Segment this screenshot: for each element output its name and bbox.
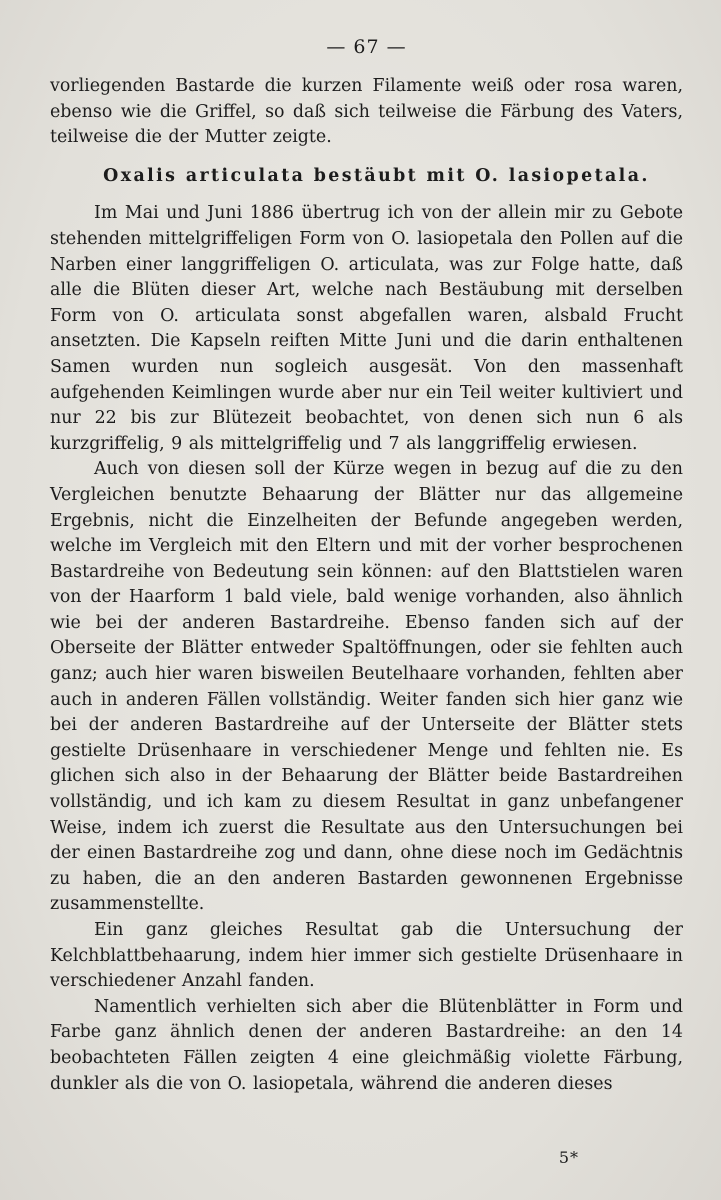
paragraph-continuation: vorliegenden Bastarde die kurzen Filamente weiß oder rosa waren, ebenso wie die Griffel, so daß sich teilweise die Färbung des Vaters, teilweise die der Mutter zeigte. [50, 76, 683, 148]
paragraph-pollination: Im Mai und Juni 1886 übertrug ich von der allein mir zu Gebote stehenden mittelgriffeligen Form von O. lasiopetala den Pollen auf die Narben einer langgriffeligen O. articulata, was zur Folge hatte, daß alle die Blüten dieser Art, welche nach Bestäubung mit derselben Form von O. articulata sonst abgefallen waren, alsbald Frucht ansetzten. Die Kapseln reiften Mitte Juni und die darin enthaltenen Samen wurden nun sogleich ausgesät. Von den massenhaft aufgehenden Keimlingen wurde aber nur ein Teil weiter kultiviert und nur 22 bis zur Blütezeit beobachtet, von denen sich nun 6 als kurzgriffelig, 9 als mittelgriffelig und 7 als langgriffelig erwiesen. [50, 203, 683, 454]
page-number: — 67 — [326, 36, 407, 58]
printer-signature-mark: 5* [558, 1148, 579, 1167]
paragraph-leaf-hair: Auch von diesen soll der Kürze wegen in bezug auf die zu den Vergleichen benutzte Behaarung der Blätter nur das allgemeine Ergebnis, nicht die Einzelheiten der Befunde angegeben werden, welche im Vergleich mit den Eltern und mit der vorher besprochenen Bastardreihe von Bedeutung sein können: auf den Blattstielen waren von der Haarform 1 bald viele, bald wenige vorhanden, also ähnlich wie bei der anderen Bastardreihe. Ebenso fanden sich auf der Oberseite der Blätter entweder Spaltöffnungen, oder sie fehlten auch ganz; auch hier waren bisweilen Beutelhaare vorhanden, fehlten aber auch in anderen Fällen vollständig. Weiter fanden sich hier ganz wie bei der anderen Bastardreihe auf der Unterseite der Blätter stets gestielte Drüsenhaare in verschiedener Menge und fehlten nie. Es glichen sich also in der Behaarung der Blätter beide Bastardreihen vollständig, und ich kam zu diesem Resultat in ganz unbefangener Weise, indem ich zuerst die Resultate aus den Untersuchungen bei der einen Bastardreihe zog und dann, ohne diese noch im Gedächtnis zu haben, die an den anderen Bastarden gewonnenen Ergebnisse zusammenstellte. [50, 459, 683, 915]
section-heading: Oxalis articulata bestäubt mit O. lasiopetala. [103, 165, 650, 186]
paragraph-petals: Namentlich verhielten sich aber die Blütenblätter in Form und Farbe ganz ähnlich denen der anderen Bastardreihe: an den 14 beobachteten Fällen zeigten 4 eine gleichmäßig violette Färbung, dunkler als die von O. lasiopetala, während die anderen dieses [50, 996, 683, 1094]
paragraph-sepal-hair: Ein ganz gleiches Resultat gab die Untersuchung der Kelchblattbehaarung, indem hier immer sich gestielte Drüsenhaare in verschiedener Anzahl fanden. [50, 920, 683, 992]
